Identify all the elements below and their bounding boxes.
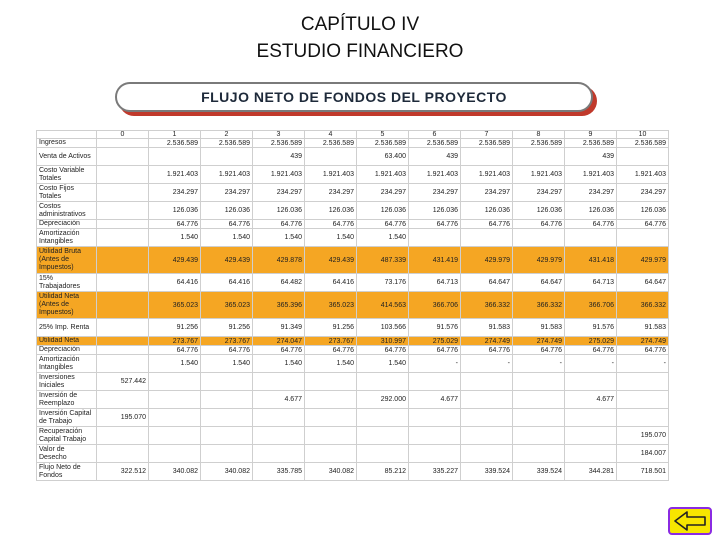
value-cell [253,409,305,427]
value-cell [357,427,409,445]
value-cell: 64.776 [149,346,201,355]
value-cell: 64.416 [201,274,253,292]
value-cell: 64.776 [617,220,669,229]
value-cell: 4.677 [253,391,305,409]
value-cell [617,373,669,391]
value-cell: 274.047 [253,337,305,346]
value-cell [97,166,149,184]
value-cell: 91.576 [409,319,461,337]
value-cell [461,409,513,427]
year-header: 10 [617,131,669,139]
value-cell: 234.297 [253,184,305,202]
value-cell: 64.776 [409,220,461,229]
value-cell: 64.647 [461,274,513,292]
value-cell: 273.767 [149,337,201,346]
value-cell: 2.536.589 [617,139,669,148]
value-cell [97,292,149,319]
year-header: 5 [357,131,409,139]
value-cell: 234.297 [201,184,253,202]
value-cell [97,148,149,166]
value-cell: 322.512 [97,463,149,481]
value-cell [253,373,305,391]
value-cell: 64.776 [253,346,305,355]
value-cell: 1.921.403 [201,166,253,184]
value-cell: 339.524 [461,463,513,481]
value-cell [97,220,149,229]
table-row [37,409,669,427]
value-cell: 335.227 [409,463,461,481]
value-cell: 366.706 [409,292,461,319]
value-cell: 234.297 [565,184,617,202]
value-cell: 274.749 [513,337,565,346]
table-row [37,337,669,346]
value-cell [201,445,253,463]
value-cell: 234.297 [461,184,513,202]
value-cell: - [565,355,617,373]
table-row [37,166,669,184]
value-cell: 1.540 [305,229,357,247]
value-cell: 126.036 [253,202,305,220]
value-cell [617,409,669,427]
value-cell: 1.921.403 [513,166,565,184]
year-header: 4 [305,131,357,139]
value-cell [305,391,357,409]
value-cell: 4.677 [565,391,617,409]
value-cell: 273.767 [201,337,253,346]
value-cell: 234.297 [409,184,461,202]
value-cell: 126.036 [565,202,617,220]
value-cell: 126.036 [513,202,565,220]
value-cell: 1.921.403 [409,166,461,184]
value-cell: 2.536.589 [253,139,305,148]
row-label: Depreciación [37,220,97,229]
value-cell: 527.442 [97,373,149,391]
value-cell: 366.332 [461,292,513,319]
row-label: Venta de Activos [37,148,97,166]
value-cell: 2.536.589 [149,139,201,148]
value-cell: 126.036 [461,202,513,220]
value-cell: 126.036 [305,202,357,220]
row-label: Utilidad Bruta (Antes de Impuestos) [37,247,97,274]
value-cell: 4.677 [409,391,461,409]
value-cell: 2.536.589 [305,139,357,148]
value-cell [513,229,565,247]
value-cell: 340.082 [305,463,357,481]
table-row [37,247,669,274]
value-cell: 91.256 [201,319,253,337]
value-cell: 234.297 [513,184,565,202]
value-cell [513,409,565,427]
value-cell: 1.540 [253,355,305,373]
value-cell: 439 [253,148,305,166]
value-cell: 1.921.403 [565,166,617,184]
table-row [37,184,669,202]
table-row [37,373,669,391]
value-cell [201,373,253,391]
value-cell [305,409,357,427]
value-cell [97,184,149,202]
value-cell: 1.540 [149,229,201,247]
row-label: Costo Fijos Totales [37,184,97,202]
year-header: 9 [565,131,617,139]
value-cell: 1.921.403 [617,166,669,184]
value-cell [97,337,149,346]
row-label: Valor de Desecho [37,445,97,463]
value-cell [565,229,617,247]
value-cell: 126.036 [409,202,461,220]
value-cell: 718.501 [617,463,669,481]
value-cell: 339.524 [513,463,565,481]
value-cell: 64.776 [253,220,305,229]
value-cell: 126.036 [357,202,409,220]
value-cell: 64.776 [513,220,565,229]
value-cell: - [409,355,461,373]
value-cell: 195.070 [617,427,669,445]
value-cell: 91.256 [149,319,201,337]
value-cell [97,445,149,463]
value-cell: 344.281 [565,463,617,481]
table-row [37,139,669,148]
row-label: Amortización Intangibles [37,229,97,247]
value-cell: 366.332 [513,292,565,319]
value-cell: 91.349 [253,319,305,337]
header-label-cell [37,131,97,139]
section-banner: FLUJO NETO DE FONDOS DEL PROYECTO [115,82,593,112]
value-cell [201,409,253,427]
value-cell: 2.536.589 [565,139,617,148]
row-label: Inversión de Reemplazo [37,391,97,409]
row-label: Utilidad Neta (Antes de Impuestos) [37,292,97,319]
value-cell [253,445,305,463]
header-row [37,131,669,139]
value-cell [149,148,201,166]
value-cell: 64.776 [409,346,461,355]
value-cell [565,373,617,391]
table-row [37,355,669,373]
value-cell: 64.713 [565,274,617,292]
cash-flow-table [36,130,669,481]
value-cell: 63.400 [357,148,409,166]
value-cell: 85.212 [357,463,409,481]
value-cell [97,319,149,337]
table-row [37,274,669,292]
value-cell: 1.921.403 [149,166,201,184]
value-cell [97,247,149,274]
value-cell: 365.396 [253,292,305,319]
value-cell [617,148,669,166]
value-cell: 126.036 [201,202,253,220]
row-label: Depreciación [37,346,97,355]
value-cell [565,445,617,463]
value-cell: 91.576 [565,319,617,337]
left-arrow-icon [673,511,707,531]
value-cell: 1.540 [357,355,409,373]
value-cell [97,274,149,292]
value-cell [513,445,565,463]
value-cell: 103.566 [357,319,409,337]
value-cell: 64.482 [253,274,305,292]
value-cell: 274.749 [461,337,513,346]
value-cell: 64.776 [201,346,253,355]
value-cell [149,445,201,463]
value-cell [461,229,513,247]
row-label: Inversiones Iniciales [37,373,97,391]
value-cell: 195.070 [97,409,149,427]
value-cell: 1.921.403 [305,166,357,184]
value-cell: 429.878 [253,247,305,274]
value-cell: 64.776 [461,220,513,229]
value-cell [513,391,565,409]
value-cell [513,373,565,391]
table-row [37,220,669,229]
value-cell: 429.979 [617,247,669,274]
table-row [37,463,669,481]
value-cell: - [617,355,669,373]
value-cell [409,409,461,427]
value-cell: 2.536.589 [357,139,409,148]
value-cell: 91.256 [305,319,357,337]
row-label: 15% Trabajadores [37,274,97,292]
value-cell [97,346,149,355]
value-cell: 234.297 [617,184,669,202]
row-label: Costo Variable Totales [37,166,97,184]
row-label: 25% Imp. Renta [37,319,97,337]
value-cell [357,373,409,391]
value-cell: 1.540 [201,229,253,247]
year-header: 7 [461,131,513,139]
year-header: 0 [97,131,149,139]
value-cell: 1.540 [201,355,253,373]
value-cell [357,409,409,427]
value-cell: 366.706 [565,292,617,319]
value-cell: 64.776 [461,346,513,355]
value-cell: 275.029 [565,337,617,346]
chapter-subtitle: ESTUDIO FINANCIERO [256,41,464,62]
value-cell: 429.439 [201,247,253,274]
table-row [37,292,669,319]
value-cell [149,391,201,409]
value-cell: 234.297 [305,184,357,202]
table-row [37,148,669,166]
value-cell: 1.921.403 [357,166,409,184]
year-header: 1 [149,131,201,139]
value-cell: 414.563 [357,292,409,319]
value-cell: 1.540 [357,229,409,247]
value-cell [305,445,357,463]
value-cell: 2.536.589 [409,139,461,148]
value-cell: 64.416 [149,274,201,292]
value-cell: 2.536.589 [461,139,513,148]
value-cell [97,355,149,373]
value-cell [201,391,253,409]
value-cell [357,445,409,463]
value-cell [461,391,513,409]
value-cell: 273.767 [305,337,357,346]
value-cell: 429.979 [513,247,565,274]
value-cell: 1.540 [149,355,201,373]
year-header: 3 [253,131,305,139]
value-cell: 487.339 [357,247,409,274]
value-cell: 64.647 [617,274,669,292]
value-cell: 64.776 [149,220,201,229]
value-cell: 366.332 [617,292,669,319]
value-cell: 439 [565,148,617,166]
value-cell [97,229,149,247]
value-cell [97,139,149,148]
table-row [37,445,669,463]
value-cell: 64.776 [357,220,409,229]
value-cell: 340.082 [149,463,201,481]
value-cell: 292.000 [357,391,409,409]
value-cell: 64.647 [513,274,565,292]
value-cell [513,427,565,445]
value-cell: 91.583 [617,319,669,337]
value-cell: - [461,355,513,373]
value-cell [617,229,669,247]
value-cell [461,445,513,463]
value-cell: 1.540 [305,355,357,373]
value-cell: 64.776 [617,346,669,355]
value-cell: 91.583 [513,319,565,337]
row-label: Flujo Neto de Fondos [37,463,97,481]
value-cell [305,148,357,166]
value-cell: 310.997 [357,337,409,346]
value-cell: 439 [409,148,461,166]
value-cell: 64.776 [305,220,357,229]
table-row [37,346,669,355]
value-cell: 340.082 [201,463,253,481]
value-cell: 365.023 [305,292,357,319]
value-cell: 429.979 [461,247,513,274]
value-cell [97,427,149,445]
value-cell: 64.776 [305,346,357,355]
value-cell: 1.921.403 [461,166,513,184]
year-header: 6 [409,131,461,139]
row-label: Utilidad Neta [37,337,97,346]
value-cell [253,427,305,445]
value-cell [461,148,513,166]
value-cell: 365.023 [201,292,253,319]
year-header: 2 [201,131,253,139]
value-cell [149,409,201,427]
chapter-title: CAPÍTULO IV [300,14,420,35]
value-cell [97,202,149,220]
value-cell: 64.713 [409,274,461,292]
value-cell: 234.297 [149,184,201,202]
value-cell: 335.785 [253,463,305,481]
value-cell [305,373,357,391]
value-cell: 2.536.589 [201,139,253,148]
value-cell [409,229,461,247]
value-cell: 91.583 [461,319,513,337]
value-cell: 275.029 [409,337,461,346]
value-cell [565,409,617,427]
value-cell: 64.776 [565,346,617,355]
value-cell [461,373,513,391]
value-cell [201,148,253,166]
value-cell [409,445,461,463]
row-label: Amortización Intangibles [37,355,97,373]
value-cell [461,427,513,445]
value-cell [513,148,565,166]
value-cell [149,373,201,391]
value-cell [617,391,669,409]
value-cell: 2.536.589 [513,139,565,148]
table-row [37,391,669,409]
value-cell: 64.776 [357,346,409,355]
row-label: Costos administrativos [37,202,97,220]
row-label: Recuperación Capital Trabajo [37,427,97,445]
table-row [37,202,669,220]
value-cell [97,391,149,409]
row-label: Ingresos [37,139,97,148]
value-cell [409,427,461,445]
back-arrow-button[interactable] [668,507,712,535]
value-cell: 429.439 [149,247,201,274]
value-cell: 365.023 [149,292,201,319]
value-cell: 126.036 [617,202,669,220]
value-cell: 431.418 [565,247,617,274]
table-row [37,427,669,445]
value-cell: 73.176 [357,274,409,292]
value-cell: 274.749 [617,337,669,346]
value-cell [565,427,617,445]
row-label: Inversión Capital de Trabajo [37,409,97,427]
value-cell [149,427,201,445]
value-cell: 64.776 [513,346,565,355]
value-cell: 429.439 [305,247,357,274]
value-cell: 431.419 [409,247,461,274]
value-cell: 234.297 [357,184,409,202]
value-cell: 64.776 [565,220,617,229]
value-cell: 1.540 [253,229,305,247]
value-cell: - [513,355,565,373]
table-row [37,229,669,247]
value-cell: 64.776 [201,220,253,229]
value-cell: 64.416 [305,274,357,292]
value-cell: 126.036 [149,202,201,220]
value-cell [305,427,357,445]
value-cell [201,427,253,445]
year-header: 8 [513,131,565,139]
value-cell [409,373,461,391]
table-row [37,319,669,337]
value-cell: 184.007 [617,445,669,463]
value-cell: 1.921.403 [253,166,305,184]
